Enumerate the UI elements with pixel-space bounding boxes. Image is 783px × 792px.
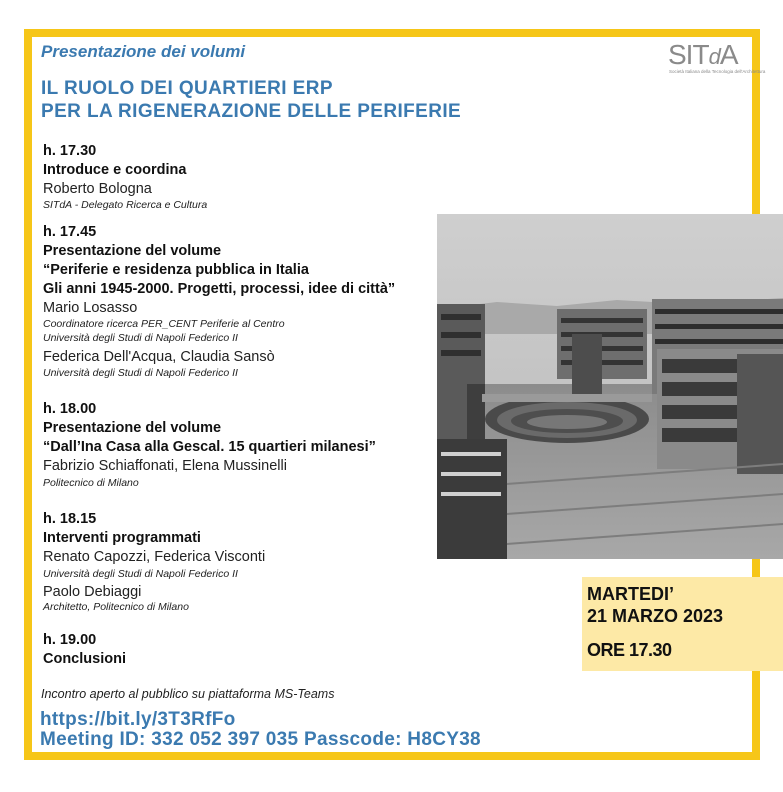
footer-note: Incontro aperto al pubblico su piattaforma MS-Teams <box>41 687 335 701</box>
session-1-speaker: Roberto Bologna <box>43 181 152 197</box>
page-title-line1: IL RUOLO DEI QUARTIERI ERP <box>41 78 333 99</box>
session-2-title: Presentazione del volume <box>43 243 222 259</box>
header-label: Presentazione dei volumi <box>41 42 246 61</box>
session-3-speaker: Fabrizio Schiaffonati, Elena Mussinelli <box>43 458 287 474</box>
logo-wordmark: SITdA <box>668 39 738 70</box>
date-weekday: MARTEDI’ <box>587 584 674 604</box>
session-1-affiliation: SITdA - Delegato Ricerca e Cultura <box>43 199 208 211</box>
session-4-speaker2: Paolo Debiaggi <box>43 584 142 600</box>
session-2-affiliation1b: Università degli Studi di Napoli Federico II <box>43 332 238 344</box>
date-hour: ORE 17.30 <box>587 640 672 660</box>
session-1-time: h. 17.30 <box>43 143 97 159</box>
session-5-title: Conclusioni <box>43 651 126 667</box>
session-5-time: h. 19.00 <box>43 632 97 648</box>
session-2-book-line2: Gli anni 1945-2000. Progetti, processi, idee di città” <box>43 281 396 297</box>
session-2-affiliation1a: Coordinatore ricerca PER_CENT Periferie al Centro <box>43 318 285 330</box>
logo-subtitle: Società Italiana della Tecnologia dell'Architettura <box>669 69 766 74</box>
meeting-id-passcode: Meeting ID: 332 052 397 035 Passcode: H8CY38 <box>40 729 481 750</box>
session-4-speaker1: Renato Capozzi, Federica Visconti <box>43 549 266 565</box>
sitda-logo <box>668 39 766 76</box>
session-4-affiliation2: Architetto, Politecnico di Milano <box>43 601 189 613</box>
session-3-affiliation: Politecnico di Milano <box>43 477 139 489</box>
session-1-title: Introduce e coordina <box>43 162 187 178</box>
page-title-line2: PER LA RIGENERAZIONE DELLE PERIFERIE <box>41 101 462 122</box>
session-2-affiliation2: Università degli Studi di Napoli Federico II <box>43 367 238 379</box>
housing-complex-photo <box>437 214 783 559</box>
session-2-book-line1: “Periferie e residenza pubblica in Italia <box>43 262 309 278</box>
session-2-speaker1: Mario Losasso <box>43 300 138 316</box>
session-3-book: “Dall’Ina Casa alla Gescal. 15 quartieri milanesi” <box>43 439 376 455</box>
session-4-time: h. 18.15 <box>43 511 97 527</box>
date-day: 21 MARZO 2023 <box>587 606 724 626</box>
session-3-title: Presentazione del volume <box>43 420 222 436</box>
session-2-time: h. 17.45 <box>43 224 97 240</box>
session-4-title: Interventi programmati <box>43 530 201 546</box>
session-4-affiliation1: Università degli Studi di Napoli Federico II <box>43 568 238 580</box>
session-2-speaker2: Federica Dell'Acqua, Claudia Sansò <box>43 349 275 365</box>
session-3-time: h. 18.00 <box>43 401 97 417</box>
meeting-link[interactable]: https://bit.ly/3T3RfFo <box>40 709 236 730</box>
